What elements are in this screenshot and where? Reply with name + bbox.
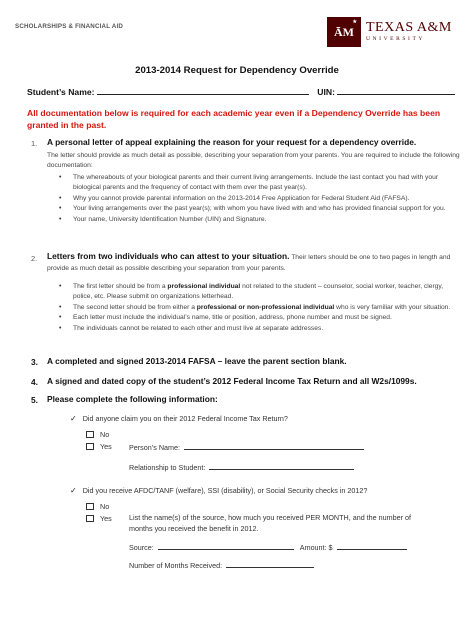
source-label: Source: — [129, 543, 154, 552]
logo-name: TEXAS A&M — [366, 20, 452, 36]
bullet-emphasis: professional individual — [167, 283, 241, 290]
section-3-heading: A completed and signed 2013-2014 FAFSA – leave the parent section blank. — [47, 356, 347, 366]
section-4-heading: A signed and dated copy of the student’s 2012 Federal Income Tax Return and all W2s/1099s. — [47, 376, 417, 386]
option-label: Yes — [100, 514, 112, 523]
option-label: Yes — [100, 442, 112, 451]
bullet-emphasis: professional or non-professional individual — [196, 303, 335, 311]
section-3-number: 3. — [31, 357, 38, 367]
section-bullets — [73, 282, 461, 334]
amount-label: Amount: $ — [299, 543, 333, 552]
uin-field[interactable] — [337, 86, 455, 95]
source-row — [129, 542, 407, 552]
bullet-item — [73, 303, 461, 313]
section-5-heading: Please complete the following information: — [47, 394, 218, 404]
bullet-text: not related to the student – counselor, social worker, teacher, clergy, police, etc. Please submit on organizations letterhead. — [73, 283, 444, 300]
relationship-row — [129, 462, 354, 472]
bullet-text: The second letter should be from either a — [73, 303, 197, 311]
section-bullets — [73, 173, 461, 225]
bullet-item: • The whereabouts of your biological parents and their current living arrangements. Include the last contact you had with your biological parents and the frequency of contact with them over the past year(s). — [73, 173, 461, 193]
tamu-logo — [327, 17, 457, 47]
checkmark-icon: ✓ — [70, 486, 77, 495]
q1-yes-checkbox[interactable] — [86, 443, 94, 450]
q2-yes-option[interactable] — [86, 514, 112, 523]
relationship-field[interactable] — [209, 462, 354, 470]
student-name-field[interactable] — [97, 86, 309, 95]
logo-subtitle: UNIVERSITY — [366, 36, 425, 43]
persons-name-label: Person’s Name: — [129, 443, 181, 452]
persons-name-row — [129, 442, 364, 452]
star-icon: ★ — [352, 20, 357, 25]
section-number: 1. — [31, 139, 38, 148]
bullet-text: The first letter should be from a — [73, 283, 168, 290]
months-field[interactable] — [226, 560, 314, 568]
bullet-text: who is very familiar with your situation. — [334, 303, 451, 311]
student-info-line — [27, 86, 457, 97]
option-label: No — [100, 430, 110, 439]
amount-field[interactable] — [337, 542, 407, 550]
section-5-number: 5. — [31, 395, 38, 405]
section-4-number: 4. — [31, 377, 38, 387]
section-heading-tail: Their letters should be one to two pages in length and provide as much detail as possible describing your separation from your parents. — [47, 254, 451, 272]
uin-label: UIN: — [317, 87, 335, 97]
department-label: SCHOLARSHIPS & FINANCIAL AID — [15, 23, 124, 30]
q2-no-option[interactable] — [86, 502, 109, 511]
section-body: The letter should provide as much detail as possible, describing your separation from your parents. You are required to include the following documentation: — [47, 152, 460, 169]
question-2 — [70, 486, 367, 495]
persons-name-field[interactable] — [184, 442, 364, 450]
section-heading-block — [47, 251, 457, 274]
bullet-item: • Why you cannot provide parental information on the 2013-2014 Free Application for Federal Student Aid (FAFSA). — [73, 194, 461, 204]
q2-instructions: List the name(s) of the source, how much you received PER MONTH, and the number of months you received the benefit in 2012. — [129, 513, 412, 533]
bullet-item — [73, 282, 461, 302]
page-title: 2013-2014 Request for Dependency Override — [135, 65, 339, 76]
section-heading: A personal letter of appeal explaining the reason for your request for a dependency override. — [47, 137, 417, 147]
q2-no-checkbox[interactable] — [86, 503, 94, 510]
bullet-item: • The individuals cannot be related to each other and must live at separate addresses. — [73, 324, 461, 334]
student-name-label: Student’s Name: — [27, 87, 95, 97]
logo-wordmark — [366, 21, 452, 43]
checkmark-icon: ✓ — [70, 414, 77, 423]
q2-yes-checkbox[interactable] — [86, 515, 94, 522]
bullet-item: • Your name, University Identification Number (UIN) and Signature. — [73, 215, 461, 225]
section-number: 2. — [31, 254, 38, 263]
question-text: Did anyone claim you on their 2012 Federal Income Tax Return? — [82, 414, 288, 423]
q1-no-option[interactable] — [86, 430, 109, 439]
months-row — [129, 560, 314, 570]
section-heading: Letters from two individuals who can attest to your situation. — [47, 251, 290, 261]
documentation-notice: All documentation below is required for each academic year even if a Dependency Override has been granted in the past. — [27, 108, 441, 130]
months-label: Number of Months Received: — [129, 561, 223, 570]
q1-no-checkbox[interactable] — [86, 431, 94, 438]
relationship-label: Relationship to Student: — [129, 463, 206, 472]
bullet-item: • Each letter must include the individual’s name, title or position, address, phone number and must be signed. — [73, 313, 461, 323]
tamu-logo-mark — [327, 17, 361, 47]
bullet-item: • Your living arrangements over the past year(s); with whom you have lived with and who has provided financial support for you. — [73, 204, 461, 214]
source-field[interactable] — [158, 542, 294, 550]
question-1 — [70, 414, 288, 423]
q1-yes-option[interactable] — [86, 442, 112, 451]
question-text: Did you receive AFDC/TANF (welfare), SSI (disability), or Social Security checks in 2012? — [82, 486, 368, 495]
option-label: No — [100, 502, 110, 511]
logo-mark-text: ĀM — [334, 24, 354, 39]
